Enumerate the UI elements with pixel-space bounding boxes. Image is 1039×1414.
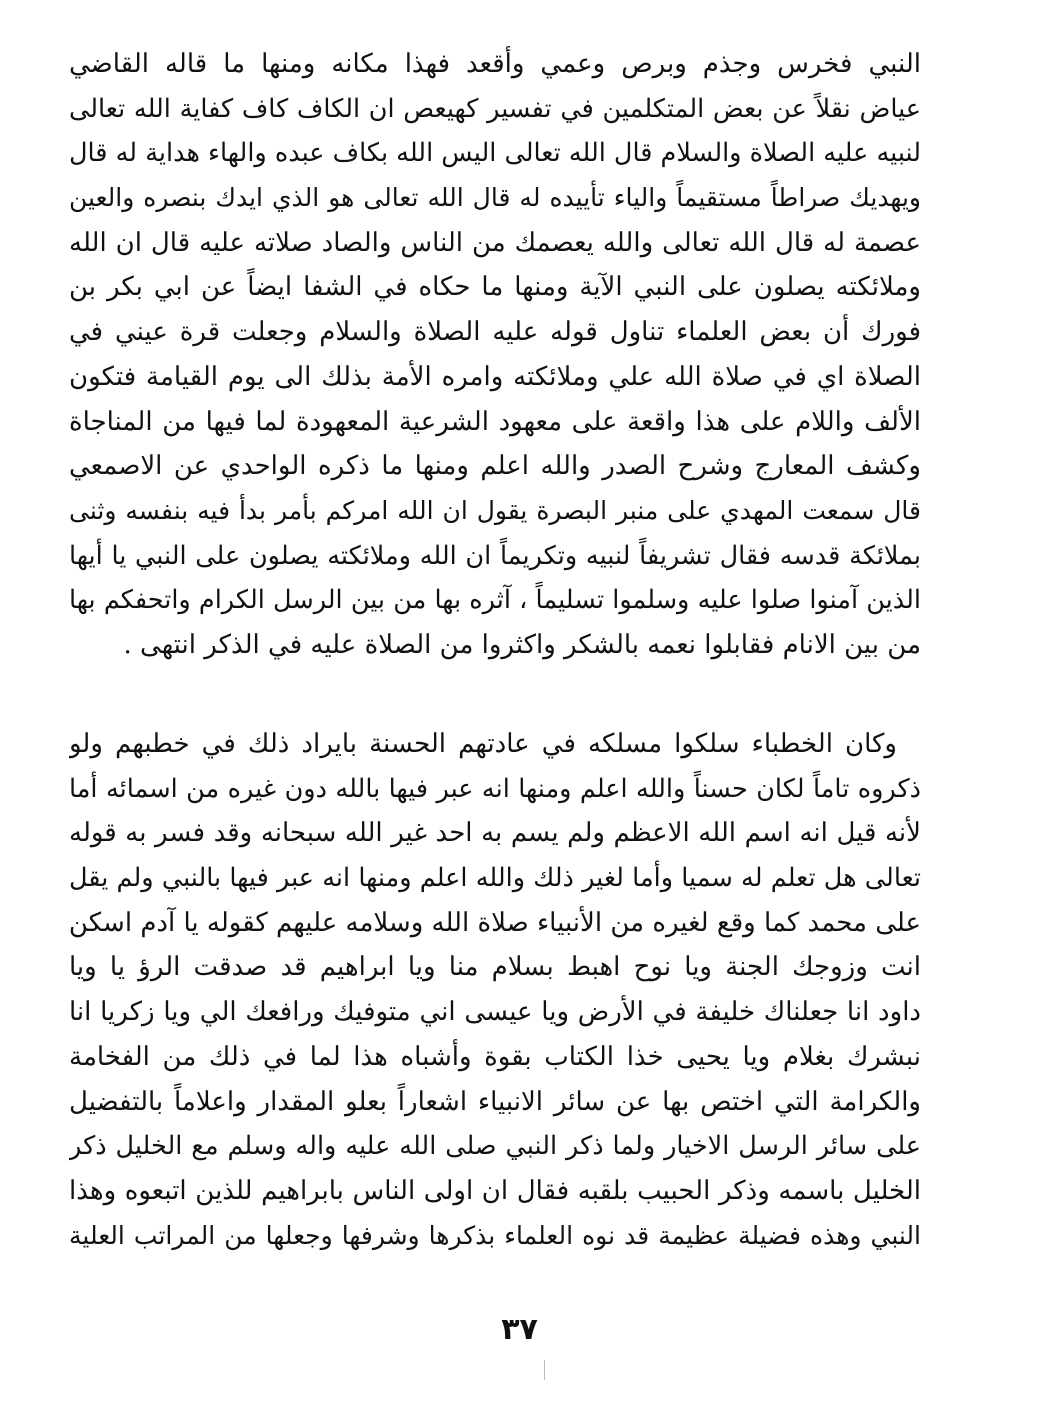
text-line: عياض نقلاً عن بعض المتكلمين في تفسير كهيعص ان الكاف كاف كفاية الله تعالى (69, 93, 921, 124)
text-line: تعالى هل تعلم له سميا وأما لغير ذلك والله اعلم ومنها انه عبر فيها بالنبي ولم يقل (69, 863, 921, 894)
text-line: نبشرك بغلام ويا يحيى خذا الكتاب بقوة وأشباه هذا لما في ذلك من الفخامة (69, 1041, 921, 1072)
text-line: انت وزوجك الجنة ويا نوح اهبط بسلام منا ويا ابراهيم قد صدقت الرؤ يا ويا (69, 952, 921, 983)
text-line: بملائكة قدسه فقال تشريفاً لنبيه وتكريماً ان الله وملائكته يصلون على النبي يا أيها (69, 540, 921, 571)
text-line: وكشف المعارج وشرح الصدر والله اعلم ومنها ما ذكره الواحدي عن الاصمعي (69, 451, 921, 482)
text-line: النبي فخرس وجذم وبرص وعمي وأقعد فهذا مكانه ومنها ما قاله القاضي (69, 49, 921, 79)
text-line: على سائر الرسل الاخيار ولما ذكر النبي صلى الله عليه واله وسلم مع الخليل ذكر (69, 1131, 921, 1162)
scan-artifact (544, 1360, 545, 1380)
text-line: لنبيه عليه الصلاة والسلام قال الله تعالى اليس الله بكاف عبده والهاء هداية له قال (69, 138, 921, 169)
text-line: والكرامة التي اختص بها عن سائر الانبياء اشعاراً بعلو المقدار واعلاماً بالتفضيل (69, 1086, 921, 1117)
text-line: فورك أن بعض العلماء تناول قوله عليه الصلاة والسلام وجعلت قرة عيني في (69, 317, 921, 348)
page-number: ٣٧ (501, 1312, 538, 1347)
text-line: وكان الخطباء سلكوا مسلكه في عادتهم الحسنة بايراد ذلك في خطبهم ولو (69, 729, 897, 759)
paragraph-1 (69, 42, 921, 668)
text-line: قال سمعت المهدي على منبر البصرة يقول ان الله امركم بأمر بدأ فيه بنفسه وثنى (69, 495, 921, 525)
text-line: على محمد كما وقع لغيره من الأنبياء صلاة الله وسلامه عليهم كقوله يا آدم اسكن (69, 907, 921, 938)
text-line: لأنه قيل انه اسم الله الاعظم ولم يسم به احد غير الله سبحانه وقد فسر به قوله (69, 818, 921, 849)
text-line: النبي وهذه فضيلة عظيمة قد نوه العلماء بذكرها وشرفها وجعلها من المراتب العلية (69, 1220, 921, 1250)
text-line: الذين آمنوا صلوا عليه وسلموا تسليماً ، آثره بها من بين الرسل الكرام واتحفكم بها (69, 585, 921, 616)
text-line: الخليل باسمه وذكر الحبيب بلقبه فقال ان اولى الناس بابراهيم للذين اتبعوه وهذا (69, 1175, 921, 1206)
text-line: الألف واللام على هذا واقعة على معهود الشرعية المعهودة لما فيها من المناجاة (69, 406, 921, 437)
text-line: ويهديك صراطاً مستقيماً والياء تأييده له قال الله تعالى هو الذي ايدك بنصره والعين (69, 183, 921, 213)
text-line: وملائكته يصلون على النبي الآية ومنها ما حكاه في الشفا ايضاً عن ابي بكر بن (69, 272, 921, 303)
text-line: داود انا جعلناك خليفة في الأرض ويا عيسى اني متوفيك ورافعك الي ويا زكريا انا (69, 997, 921, 1028)
text-line: من بين الانام فقابلوا نعمه بالشكر واكثروا من الصلاة عليه في الذكر انتهى . (123, 629, 921, 660)
text-line: الصلاة اي في صلاة الله علي وملائكته وامره الأمة بذلك الى يوم القيامة فتكون (69, 361, 921, 392)
text-line: ذكروه تاماً لكان حسناً والله اعلم ومنها انه عبر فيها بالله دون غيره من اسمائه أما (69, 773, 921, 804)
text-line: عصمة له قال الله تعالى والله يعصمك من الناس والصاد صلاته عليه قال ان الله (69, 227, 921, 258)
paragraph-2 (69, 722, 921, 1258)
